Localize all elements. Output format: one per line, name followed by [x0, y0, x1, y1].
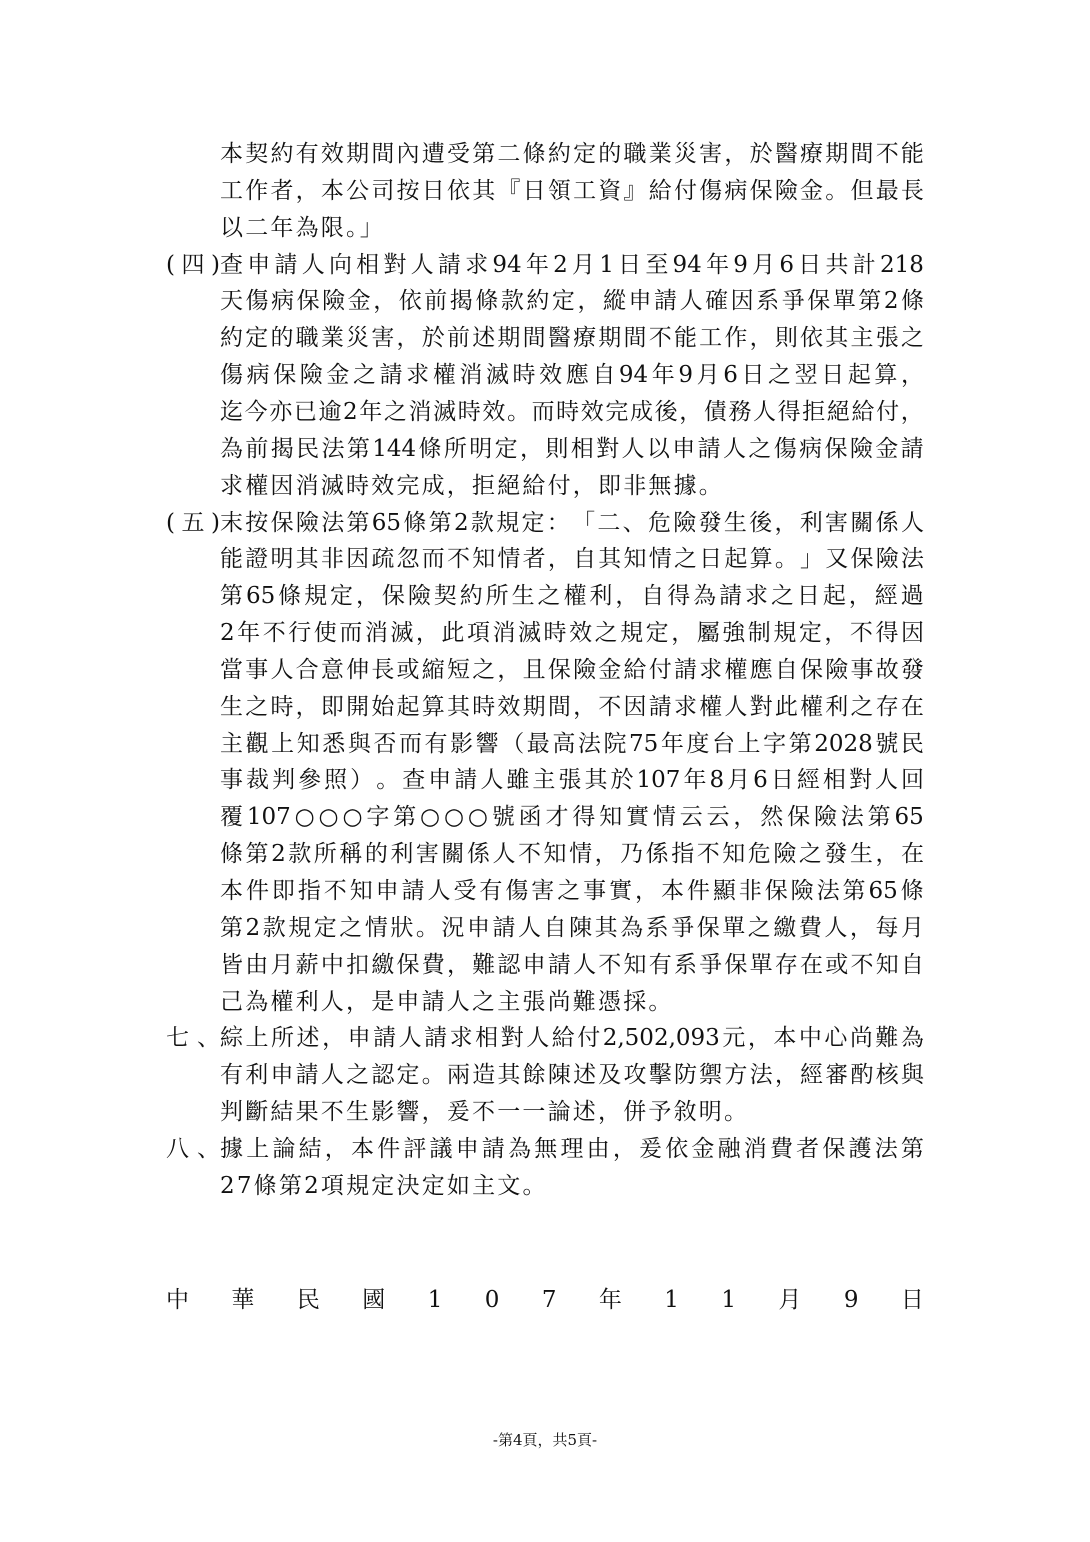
- section-label: 八 、: [166, 1135, 220, 1162]
- section-label: 七 、: [166, 1025, 220, 1052]
- date-character: 民: [296, 1287, 320, 1313]
- text-line: 迄 今 亦 已 逾 2 年 之 消 滅 時 效 。 而 時 效 完 成 後 ， 債 務 人 得 拒 絕 給 付 ，: [220, 398, 924, 425]
- date-character: 1: [721, 1287, 736, 1313]
- text-line: 據 上 論 結 ， 本 件 評 議 申 請 為 無 理 由 ， 爰 依 金 融 消 費 者 保 護 法 第: [220, 1135, 924, 1162]
- text-line: 傷 病 保 險 金 之 請 求 權 消 滅 時 效 應 自 94 年 9 月 6 日 之 翌 日 起 算 ，: [220, 362, 924, 389]
- text-line: 工 作 者 ， 本 公 司 按 日 依 其 『 日 領 工 資 』 給 付 傷 病 保 險 金 。 但 最 長: [220, 177, 924, 204]
- text-line: 己為權利人，是申請人之主張尚難憑採。: [220, 988, 674, 1015]
- date-character: 月: [778, 1287, 802, 1313]
- text-line: 皆 由 月 薪 中 扣 繳 保 費 ， 難 認 申 請 人 不 知 有 系 爭 保 單 存 在 或 不 知 自: [220, 951, 924, 978]
- text-line: 第 65 條 規 定 ， 保 險 契 約 所 生 之 權 利 ， 自 得 為 請 求 之 日 起 ， 經 過: [220, 583, 924, 610]
- decision-date: [166, 1282, 924, 1318]
- date-character: 日: [900, 1287, 924, 1313]
- text-line: 求權因消滅時效完成，拒絕給付，即非無據。: [220, 472, 724, 499]
- text-line: 條 第 2 款 所 稱 的 利 害 關 係 人 不 知 情 ， 乃 係 指 不 知 危 險 之 發 生 ， 在: [220, 841, 924, 868]
- text-line: 2 年 不 行 使 而 消 滅 ， 此 項 消 滅 時 效 之 規 定 ， 屬 強 制 規 定 ， 不 得 因: [220, 620, 924, 647]
- page-number-footer: -第4頁，共5頁-: [492, 1431, 598, 1449]
- text-line: 生 之 時 ， 即 開 始 起 算 其 時 效 期 間 ， 不 因 請 求 權 人 對 此 權 利 之 存 在: [220, 693, 924, 720]
- text-line: 事 裁 判 參 照 ） 。 查 申 請 人 雖 主 張 其 於 107 年 8 月 6 日 經 相 對 人 回: [220, 767, 924, 794]
- text-line: 綜 上 所 述 ， 申 請 人 請 求 相 對 人 給 付 2,502,093 元 ， 本 中 心 尚 難 為: [220, 1025, 924, 1052]
- text-line: 27條第2項規定決定如主文。: [220, 1172, 548, 1199]
- text-line: 覆 107 ○ ○ ○ 字 第 ○ ○ ○ 號 函 才 得 知 實 情 云 云 ， 然 保 險 法 第 65: [220, 804, 924, 831]
- text-line: 主 觀 上 知 悉 與 否 而 有 影 響 （ 最 高 法 院 75 年 度 台 上 字 第 2028 號 民: [220, 730, 924, 757]
- text-line: 查 申 請 人 向 相 對 人 請 求 94 年 2 月 1 日 至 94 年 9 月 6 日 共 計 218: [220, 251, 924, 278]
- date-character: 7: [541, 1287, 557, 1313]
- text-line: 能 證 明 其 非 因 疏 忽 而 不 知 情 者 ， 自 其 知 情 之 日 起 算 。 」 又 保 險 法: [220, 546, 924, 573]
- date-character: 0: [484, 1287, 500, 1313]
- date-character: 1: [664, 1287, 679, 1313]
- date-character: 1: [427, 1287, 443, 1313]
- text-line: 當 事 人 合 意 伸 長 或 縮 短 之 ， 且 保 險 金 給 付 請 求 權 應 自 保 險 事 故 發: [220, 656, 924, 683]
- date-character: 國: [362, 1287, 386, 1313]
- text-line: 天 傷 病 保 險 金 ， 依 前 揭 條 款 約 定 ， 縱 申 請 人 確 因 系 爭 保 單 第 2 條: [220, 288, 924, 315]
- text-line: 第 2 款 規 定 之 情 狀 。 況 申 請 人 自 陳 其 為 系 爭 保 單 之 繳 費 人 ， 每 月: [220, 914, 924, 941]
- date-character: 中: [166, 1287, 189, 1313]
- text-line: 末 按 保 險 法 第 65 條 第 2 款 規 定 ： 「 二 、 危 險 發 生 後 ， 利 害 關 係 人: [220, 509, 924, 536]
- date-character: 華: [231, 1287, 255, 1313]
- section-label: ( 四 ): [166, 251, 220, 278]
- text-line: 以二年為限。」: [220, 214, 385, 241]
- text-line: 約 定 的 職 業 災 害 ， 於 前 述 期 間 醫 療 期 間 不 能 工 作 ， 則 依 其 主 張 之: [220, 325, 924, 352]
- text-line: 本 契 約 有 效 期 間 內 遭 受 第 二 條 約 定 的 職 業 災 害 ， 於 醫 療 期 間 不 能: [220, 141, 924, 167]
- text-line: 為 前 揭 民 法 第 144 條 所 明 定 ， 則 相 對 人 以 申 請 人 之 傷 病 保 險 金 請: [220, 435, 924, 462]
- section-label: ( 五 ): [166, 509, 220, 536]
- date-character: 年: [598, 1287, 622, 1313]
- text-line: 判斷結果不生影響，爰不一一論述，併予敘明。: [220, 1099, 750, 1126]
- text-line: 有 利 申 請 人 之 認 定 。 兩 造 其 餘 陳 述 及 攻 擊 防 禦 方 法 ， 經 審 酌 核 與: [220, 1062, 924, 1089]
- date-character: 9: [843, 1287, 859, 1313]
- text-line: 本 件 即 指 不 知 申 請 人 受 有 傷 害 之 事 實 ， 本 件 顯 非 保 險 法 第 65 條: [220, 878, 924, 904]
